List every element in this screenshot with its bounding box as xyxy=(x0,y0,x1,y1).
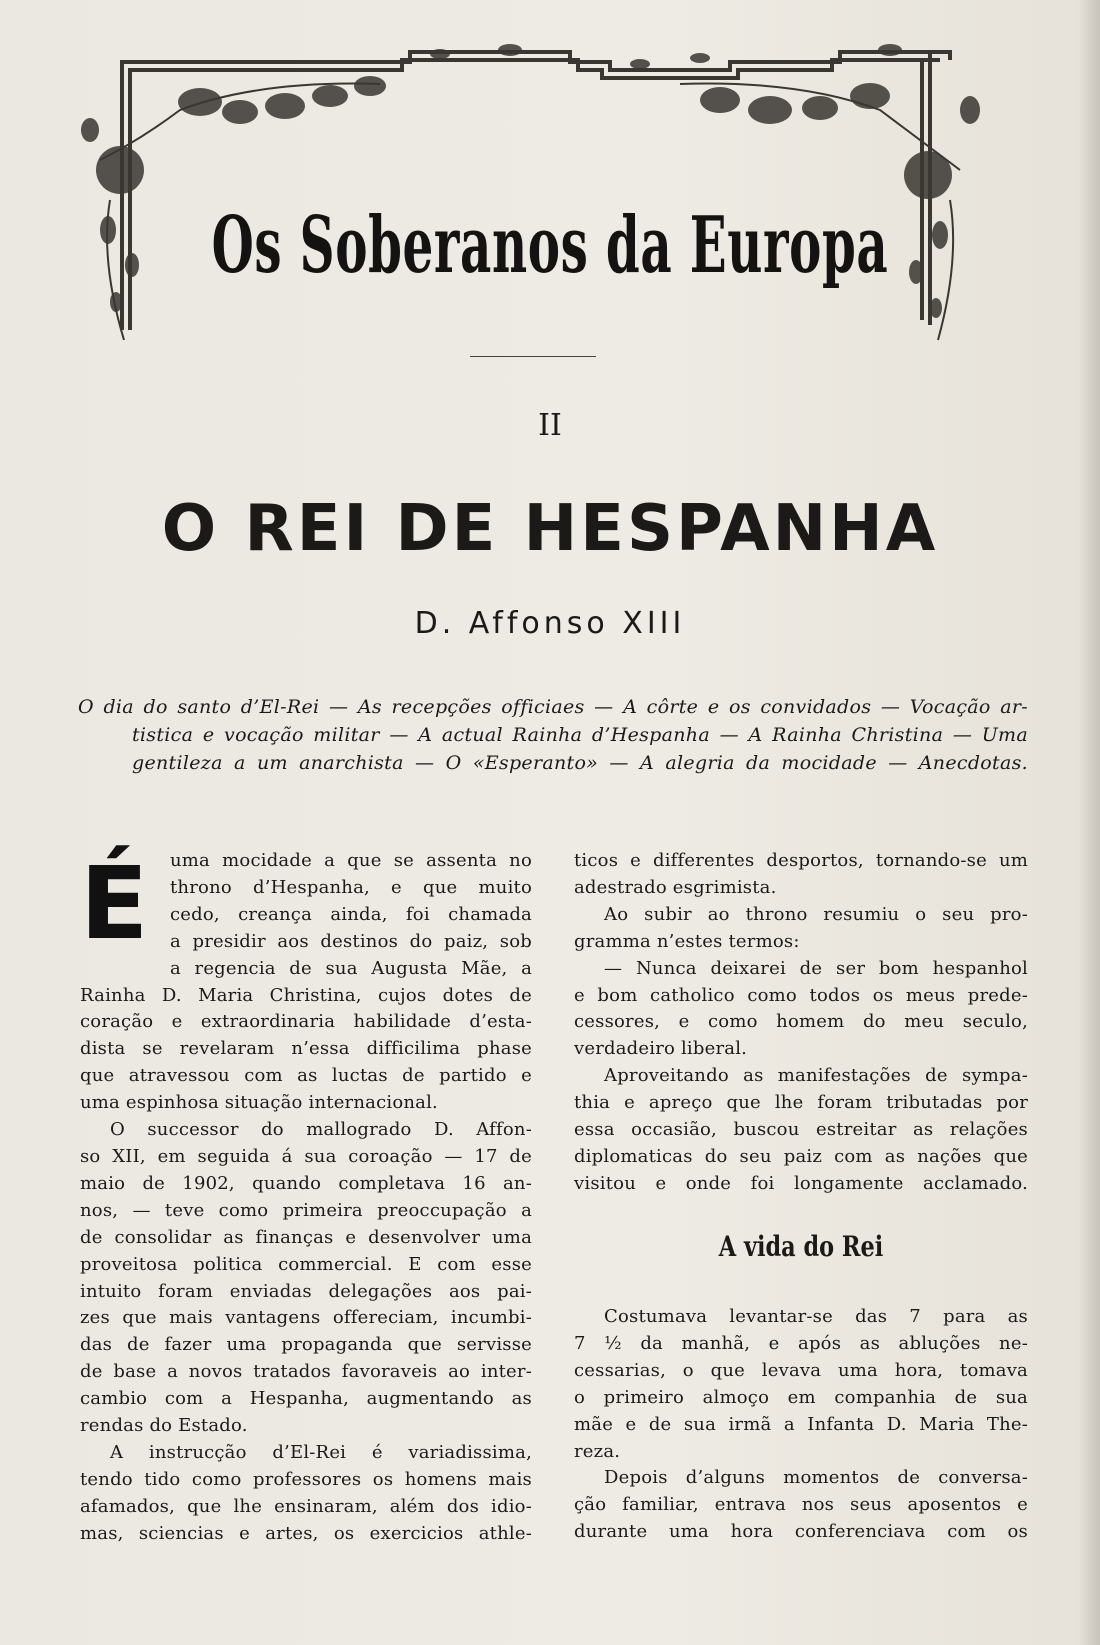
floral-frame-ornament xyxy=(80,40,1020,350)
right-column xyxy=(574,848,1028,1198)
text-line: so XII, em seguida á sua coroação — 17 de xyxy=(80,1145,532,1167)
text-line: ção familiar, entrava nos seus aposentos e xyxy=(574,1494,1028,1516)
text-line: durante uma hora conferenciava com os xyxy=(574,1521,1028,1543)
left-column xyxy=(80,845,532,1548)
text-line: diplomaticas do seu paiz com as nações que xyxy=(574,1145,1028,1167)
text-line: nos, — teve como primeira preoccupação a xyxy=(80,1199,532,1221)
summary-line: tistica e vocação militar — A actual Rainha d’Hespanha — A Rainha Christina — Uma xyxy=(132,724,1028,746)
text-line: thia e apreço que lhe foram tributadas por xyxy=(574,1092,1028,1114)
text-line: Costumava levantar-se das 7 para as xyxy=(604,1306,1028,1327)
text-line: mãe e de sua irmã a Infanta D. Maria The- xyxy=(574,1413,1028,1435)
text-line: de consolidar as finanças e desenvolver uma xyxy=(80,1226,532,1248)
page-edge-shadow xyxy=(1078,0,1100,1645)
summary-line: gentileza a um anarchista — O «Esperanto» — A alegria da mocidade — Anecdotas. xyxy=(132,752,1028,774)
text-line: que atravessou com as luctas de partido e xyxy=(80,1065,532,1087)
part-number: II xyxy=(538,408,562,443)
text-line: O successor do mallogrado D. Affon- xyxy=(110,1119,532,1141)
text-line: a regencia de sua Augusta Mãe, a xyxy=(170,957,532,979)
page-title: Os Soberanos da Europa xyxy=(211,200,889,291)
section-title: A vida do Rei xyxy=(718,1230,884,1263)
text-line: proveitosa politica commercial. E com esse xyxy=(80,1253,532,1275)
text-line: intuito foram enviadas delegações aos pai- xyxy=(80,1280,532,1302)
article-heading: O REI DE HESPANHA xyxy=(161,492,939,566)
text-line: Rainha D. Maria Christina, cujos dotes de xyxy=(80,984,532,1006)
summary-line: O dia do santo d’El-Rei — As recepções officiaes — A côrte e os convidados — Vocação ar- xyxy=(78,696,1028,718)
text-line: uma espinhosa situação internacional. xyxy=(80,1092,438,1114)
text-line: reza. xyxy=(574,1440,621,1462)
text-line: de base a novos tratados favoraveis ao inter- xyxy=(80,1361,532,1383)
text-line: cedo, creança ainda, foi chamada xyxy=(170,903,532,925)
text-line: Ao subir ao throno resumiu o seu pro- xyxy=(604,903,1028,925)
text-line: rendas do Estado. xyxy=(80,1415,248,1437)
text-line: e bom catholico como todos os meus prede- xyxy=(574,984,1028,1006)
text-line: uma mocidade a que se assenta no xyxy=(170,850,532,871)
text-line: visitou e onde foi longamente acclamado. xyxy=(574,1172,1028,1194)
text-line: maio de 1902, quando completava 16 an- xyxy=(80,1172,532,1194)
text-line: A instrucção d’El-Rei é variadissima, xyxy=(110,1441,532,1463)
drop-cap: É xyxy=(80,845,149,962)
article-summary xyxy=(78,693,1028,777)
text-line: afamados, que lhe ensinaram, além dos idio- xyxy=(80,1495,532,1517)
text-line: cessarias, o que levava uma hora, tomava xyxy=(574,1359,1028,1381)
text-line: zes que mais vantagens offereciam, incumbi- xyxy=(80,1307,532,1329)
text-line: — Nunca deixarei de ser bom hespanhol xyxy=(604,957,1028,979)
text-line: Aproveitando as manifestações de sympa- xyxy=(604,1065,1028,1087)
text-line: a presidir aos destinos do paiz, sob xyxy=(170,930,532,952)
text-line: adestrado esgrimista. xyxy=(574,876,777,898)
text-line: throno d’Hespanha, e que muito xyxy=(170,876,532,898)
text-line: cambio com a Hespanha, augmentando as xyxy=(80,1388,532,1410)
text-line: Depois d’alguns momentos de conversa- xyxy=(604,1467,1028,1489)
text-line: gramma n’estes termos: xyxy=(574,930,800,952)
text-line: dista se revelaram n’essa difficilima phase xyxy=(80,1038,532,1060)
text-line: coração e extraordinaria habilidade d’esta- xyxy=(80,1011,532,1033)
text-line: mas, sciencias e artes, os exercicios athle- xyxy=(80,1522,532,1544)
title-divider xyxy=(470,356,596,357)
text-line: ticos e differentes desportos, tornando-se um xyxy=(574,850,1028,871)
text-line: 7 ½ da manhã, e após as abluções ne- xyxy=(574,1332,1028,1354)
text-line: o primeiro almoço em companhia de sua xyxy=(574,1386,1028,1408)
text-line: cessores, e como homem do meu seculo, xyxy=(574,1011,1028,1033)
right-column-section xyxy=(574,1304,1028,1546)
article-subheading: D. Affonso XIII xyxy=(414,606,686,641)
text-line: essa occasião, buscou estreitar as relações xyxy=(574,1119,1028,1141)
text-line: das de fazer uma propaganda que servisse xyxy=(80,1334,532,1356)
text-line: verdadeiro liberal. xyxy=(574,1038,748,1060)
text-line: tendo tido como professores os homens mais xyxy=(80,1468,532,1490)
